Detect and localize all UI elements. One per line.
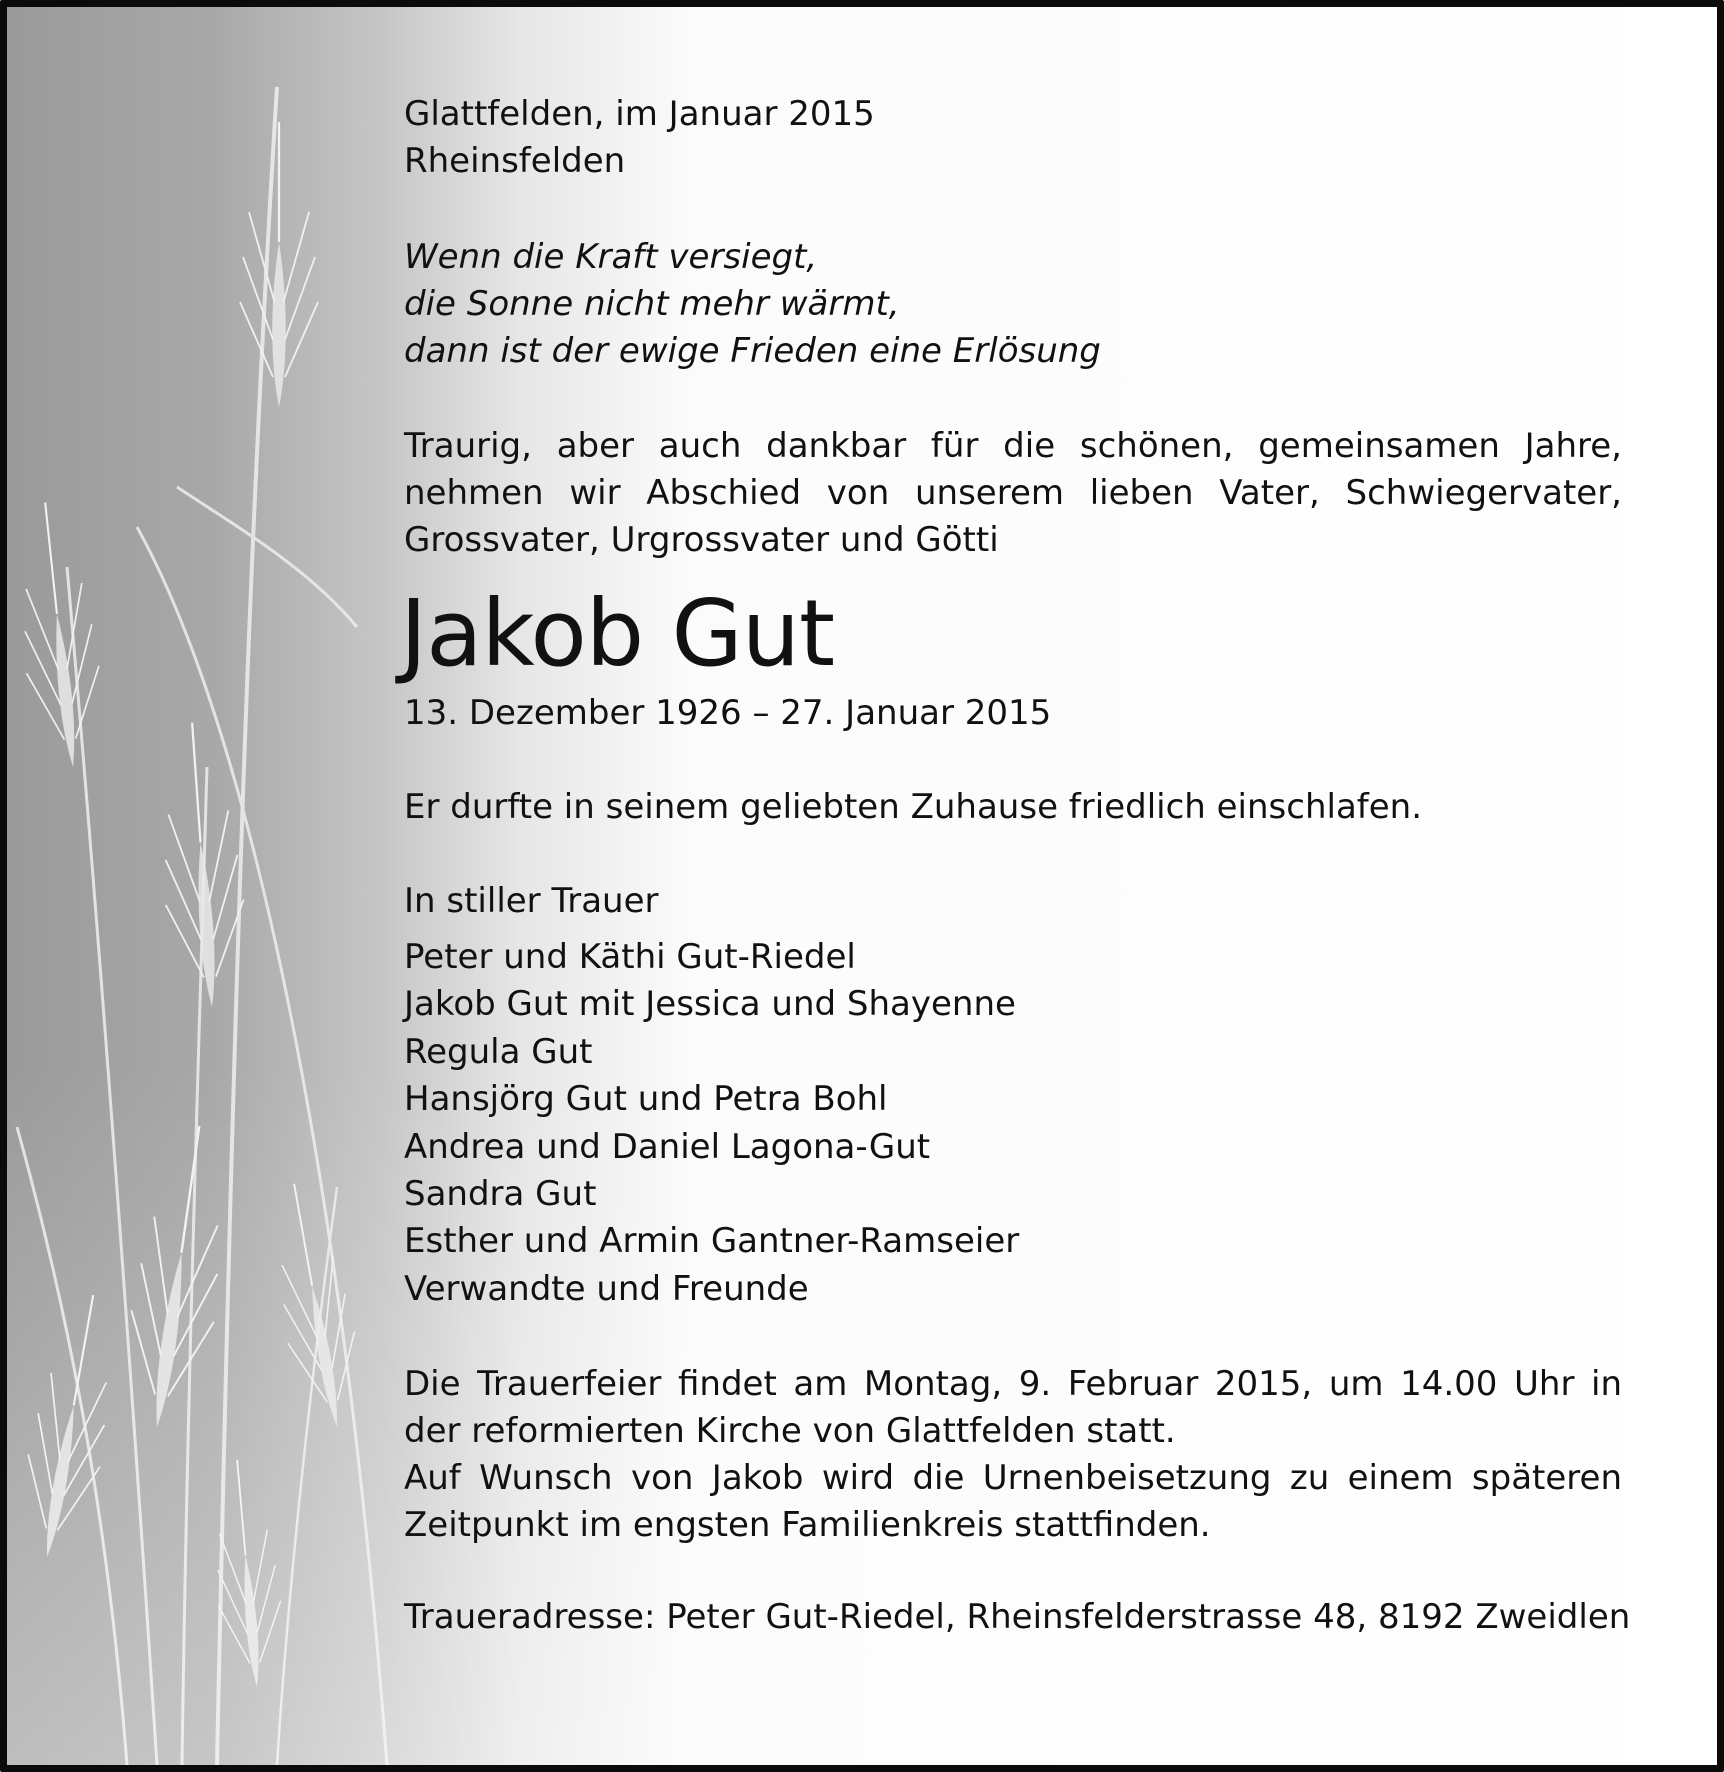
mourner-name: Verwandte und Freunde: [404, 1268, 809, 1309]
life-dates: 13. Dezember 1926 – 27. Januar 2015: [404, 693, 1052, 733]
place-secondary: Rheinsfelden: [404, 141, 626, 181]
service-details: Die Trauerfeier findet am Montag, 9. Februar 2015, um 14.00 Uhr in der reformierten Kirche von Glattfelden statt.: [404, 1364, 1622, 1452]
mourner-name: Hansjörg Gut und Petra Bohl: [404, 1079, 888, 1120]
passing-note: Er durfte in seinem geliebten Zuhause friedlich einschlafen.: [404, 787, 1423, 827]
obituary-text: [400, 91, 1631, 1641]
mourning-address: Traueradresse: Peter Gut-Riedel, Rheinsfelderstrasse 48, 8192 Zweidlen: [404, 1597, 1631, 1638]
place-date: Glattfelden, im Januar 2015: [404, 94, 875, 134]
mourners-heading: In stiller Trauer: [404, 881, 659, 921]
place-date-block: [404, 91, 1622, 185]
service-info: [404, 1361, 1622, 1549]
poem: [404, 234, 1622, 375]
deceased-name: Jakob Gut: [400, 580, 835, 687]
poem-line: dann ist der ewige Frieden eine Erlösung: [404, 331, 1101, 371]
poem-line: die Sonne nicht mehr wärmt,: [404, 284, 900, 324]
burial-details: Auf Wunsch von Jakob wird die Urnenbeisetzung zu einem späteren Zeitpunkt im engsten Familienkreis stattfinden.: [404, 1458, 1622, 1546]
poem-line: Wenn die Kraft versiegt,: [404, 237, 818, 277]
mourners-list: [404, 934, 1622, 1313]
mourner-name: Jakob Gut mit Jessica und Shayenne: [404, 984, 1016, 1025]
mourner-name: Esther und Armin Gantner-Ramseier: [404, 1221, 1020, 1262]
mourner-name: Andrea und Daniel Lagona-Gut: [404, 1126, 931, 1167]
mourner-name: Sandra Gut: [404, 1174, 597, 1215]
mourner-name: Regula Gut: [404, 1031, 593, 1072]
mourner-name: Peter und Käthi Gut-Riedel: [404, 937, 856, 977]
intro-text: Traurig, aber auch dankbar für die schönen, gemeinsamen Jahre, nehmen wir Abschied von unserem lieben Vater, Schwiegervater, Grossvater, Urgrossvater und Götti: [404, 426, 1622, 560]
